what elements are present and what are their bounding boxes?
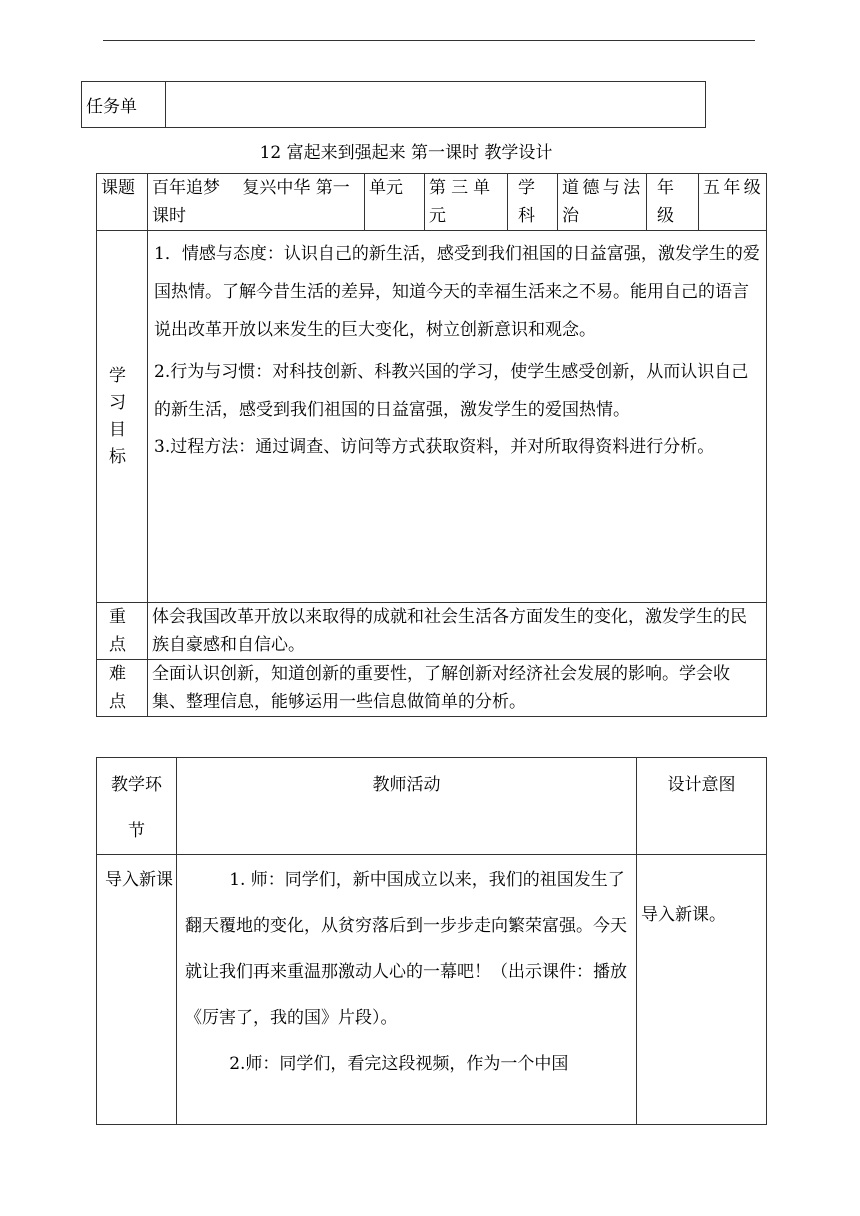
lesson-plan-table bbox=[96, 757, 767, 1125]
unit-label: 单元 bbox=[365, 174, 425, 231]
difficulties-text: 全面认识创新，知道创新的重要性，了解创新对经济社会发展的影响。学会收集、整理信息，能够运用一些信息做简单的分析。 bbox=[148, 660, 767, 717]
topic-value: 百年追梦 复兴中华 第一课时 bbox=[148, 174, 365, 231]
key-points-label: 重点 bbox=[97, 603, 148, 660]
task-sheet-table bbox=[81, 81, 706, 128]
activity-paragraph: 1. 师：同学们，新中国成立以来，我们的祖国发生了翻天覆地的变化，从贫穷落后到一步步走向繁荣富强。今天就让我们再来重温那激动人心的一幕吧！（出示课件：播放《厉害了，我的国》片段）。 bbox=[185, 870, 627, 1028]
objectives-content bbox=[148, 231, 767, 603]
grade-value: 五年级 bbox=[699, 174, 767, 231]
task-sheet-value bbox=[166, 82, 706, 128]
topic-label: 课题 bbox=[97, 174, 148, 231]
activities-cell bbox=[177, 855, 637, 1125]
activity-paragraph: 2.师：同学们，看完这段视频，作为一个中国 bbox=[229, 1054, 569, 1074]
subject-value: 道德与法治 bbox=[558, 174, 647, 231]
grade-label: 年级 bbox=[647, 174, 699, 231]
intent-cell: 导入新课。 bbox=[637, 855, 767, 1125]
header-stage: 教学环节 bbox=[97, 758, 177, 855]
unit-value: 第三单元 bbox=[425, 174, 508, 231]
course-info-table bbox=[96, 173, 767, 717]
header-rule bbox=[103, 40, 755, 41]
task-sheet-label: 任务单 bbox=[82, 82, 166, 128]
objective-item: 2.行为与习惯：对科技创新、科教兴国的学习，使学生感受创新，从而认识自己的新生活，感受到我们祖国的日益富强，激发学生的爱国热情。 bbox=[154, 362, 749, 420]
subject-label: 学科 bbox=[508, 174, 558, 231]
difficulties-label: 难点 bbox=[97, 660, 148, 717]
stage-cell: 导入新课 bbox=[97, 855, 177, 1125]
header-activities: 教师活动 bbox=[177, 758, 637, 855]
key-points-text: 体会我国改革开放以来取得的成就和社会生活各方面发生的变化，激发学生的民族自豪感和自信心。 bbox=[148, 603, 767, 660]
objective-item: 1．情感与态度：认识自己的新生活，感受到我们祖国的日益富强，激发学生的爱国热情。了解今昔生活的差异，知道今天的幸福生活来之不易。能用自己的语言说出改革开放以来发生的巨大变化，树立创新意识和观念。 bbox=[154, 244, 760, 340]
objective-item: 3.过程方法：通过调查、访问等方式获取资料，并对所取得资料进行分析。 bbox=[154, 437, 715, 457]
document-title: 12 富起来到强起来 第一课时 教学设计 bbox=[259, 143, 553, 163]
header-intent: 设计意图 bbox=[637, 758, 767, 855]
objectives-label: 学习目标 bbox=[97, 231, 148, 603]
